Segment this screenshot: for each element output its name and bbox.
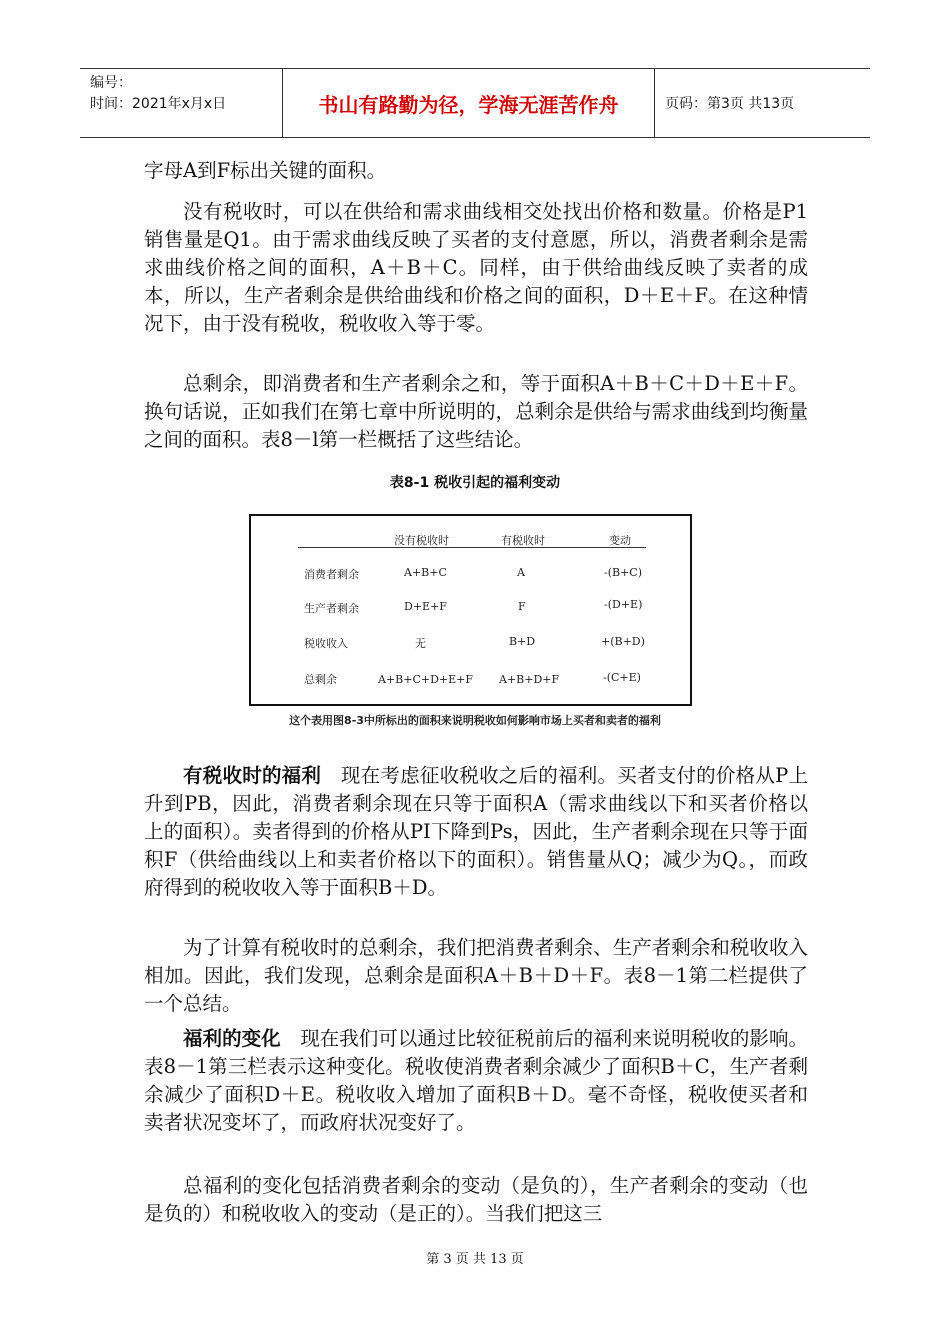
table-cell: B+D [509, 635, 536, 648]
section-heading-welfare-with-tax: 有税收时的福利 [183, 764, 322, 787]
paragraph-1: 字母A到F标出关键的面积。 [144, 159, 387, 182]
table-header-rule [298, 547, 646, 548]
table-header-with-tax: 有税收时 [501, 534, 545, 547]
table-cell: A+B+C [404, 566, 447, 579]
header-page-info: 页码：第3页 共13页 [665, 96, 795, 112]
table-cell: 无 [415, 637, 426, 650]
paragraph-6-body: 现在我们可以通过比较征税前后的福利来说明税收的影响。表8－1第三栏表示这种变化。税收使消费者剩余减少了面积B＋C，生产者剩余减少了面积D＋E。税收收入增加了面积B＋D。毫不奇怪，税收使买者和卖者状况变坏了，而政府状况变好了。 [144, 1027, 808, 1134]
table-row-label: 税收收入 [304, 637, 348, 650]
table-cell: -(B+C) [604, 566, 643, 579]
table-cell: -(C+E) [603, 671, 641, 684]
time-label: 时间：2021年x月x日 [90, 96, 227, 112]
table-cell: +(B+D) [601, 635, 645, 648]
table-cell: A+B+C+D+E+F [378, 673, 474, 686]
table-cell: A [517, 566, 525, 579]
table-cell: D+E+F [404, 600, 447, 613]
table-note: 这个表用图8-3中所标出的面积来说明税收如何影响市场上买者和卖者的福利 [289, 714, 661, 727]
table-row-label: 消费者剩余 [304, 568, 359, 581]
paragraph-7: 总福利的变化包括消费者剩余的变动（是负的），生产者剩余的变动（也是负的）和税收收入的变动（是正的）。当我们把这三 [144, 1174, 808, 1225]
page-footer: 第 3 页 共 13 页 [426, 1252, 524, 1267]
paragraph-6 [144, 1025, 808, 1137]
table-header-change: 变动 [609, 534, 631, 547]
paragraph-4 [144, 762, 808, 902]
paragraph-3: 总剩余，即消费者和生产者剩余之和，等于面积A＋B＋C＋D＋E＋F。换句话说，正如我们在第七章中所说明的，总剩余是供给与需求曲线到均衡量之间的面积。表8－l第一栏概括了这些结论。 [144, 372, 808, 451]
paragraph-5: 为了计算有税收时的总剩余，我们把消费者剩余、生产者剩余和税收收入相加。因此，我们发现，总剩余是面积A＋B＋D＋F。表8－1第二栏提供了一个总结。 [144, 936, 808, 1015]
header-motto: 书山有路勤为径，学海无涯苦作舟 [283, 69, 655, 137]
table-row-label: 生产者剩余 [304, 602, 359, 615]
header-meta [80, 69, 283, 137]
table-cell: -(D+E) [604, 598, 643, 611]
number-label: 编号： [90, 75, 132, 91]
page-header [80, 68, 870, 138]
paragraph-4-body: 现在考虑征收税收之后的福利。买者支付的价格从P上升到PB，因此，消费者剩余现在只等于面积A（需求曲线以下和买者价格以上的面积）。卖者得到的价格从PI下降到Ps，因此，生产者剩余现在只等于面积F（供给曲线以上和卖者价格以下的面积）。销售量从Q；减少为Q。，而政府得到的税收收入等于面积B＋D。 [144, 764, 808, 899]
paragraph-2: 没有税收时，可以在供给和需求曲线相交处找出价格和数量。价格是P1销售量是Q1。由于需求曲线反映了买者的支付意愿，所以，消费者剩余是需求曲线价格之间的面积，A＋B＋C。同样，由于供给曲线反映了卖者的成本，所以，生产者剩余是供给曲线和价格之间的面积，D＋E＋F。在这种情况下，由于没有税收，税收收入等于零。 [144, 200, 808, 335]
table-row-label: 总剩余 [304, 673, 337, 686]
table-caption: 表8-1 税收引起的福利变动 [389, 475, 561, 491]
table-header-no-tax: 没有税收时 [394, 534, 449, 547]
section-heading-welfare-change: 福利的变化 [183, 1027, 281, 1050]
welfare-table [249, 514, 692, 706]
table-cell: A+B+D+F [499, 673, 560, 686]
table-cell: F [518, 600, 526, 613]
